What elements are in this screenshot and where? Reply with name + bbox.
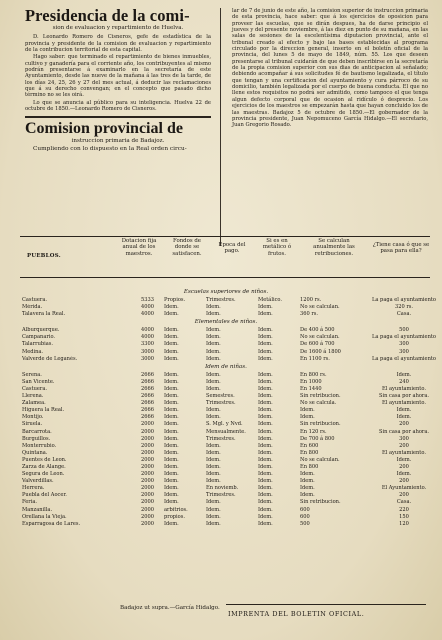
table-row (22, 450, 430, 457)
cell-fondos: Idem. (164, 428, 179, 435)
cell-casa: Casa. (396, 499, 412, 506)
cell-pueblo: Serena. (22, 371, 42, 378)
table-row (22, 349, 430, 356)
cell-fondos: Idem. (164, 304, 179, 311)
cell-especie: Idem. (258, 407, 273, 414)
cell-pueblo: Campanario. (22, 334, 56, 341)
cell-fondos: Idem. (164, 334, 179, 341)
cell-fondos: Idem. (164, 421, 179, 428)
cell-casa: 240 (399, 378, 409, 385)
cell-pueblo: Alburquerque. (22, 327, 60, 334)
cell-casa: Idem. (396, 371, 412, 378)
cell-dotacion: 3300 (141, 341, 154, 348)
cell-casa: Sin casa por ahora. (378, 393, 430, 400)
cell-epoca: Idem. (206, 304, 221, 311)
table-row (22, 457, 430, 464)
cell-fondos: Idem. (164, 442, 179, 449)
title-subtitle: sion de evaluacion y repartimiento de Huelva. (52, 25, 184, 31)
cell-retribucion: Idem. (300, 414, 315, 421)
cell-retribucion: En 120 rs. (300, 428, 327, 435)
section-subtitle: instruccion primaria de Badajoz. (71, 138, 165, 145)
cell-casa: La paga el ayuntamiento (372, 334, 436, 341)
cell-especie: Idem. (258, 520, 273, 527)
table-row (22, 507, 430, 514)
cell-retribucion: No se calculan. (300, 456, 340, 463)
table-row (22, 311, 430, 318)
cell-pueblo: Talavera la Real. (22, 311, 66, 318)
cell-especie: Idem. (258, 378, 273, 385)
cell-fondos: Propios. (164, 297, 186, 303)
cell-especie: Idem. (258, 428, 273, 435)
cell-especie: Idem. (258, 463, 273, 470)
cell-pueblo: Segura de Leon. (22, 471, 65, 478)
cell-pueblo: Puentes de Leon. (22, 456, 67, 463)
cell-fondos: Idem. (164, 393, 179, 400)
left-column (25, 7, 211, 153)
cell-especie: Idem. (258, 304, 273, 311)
cell-casa: 300 (399, 348, 409, 355)
cell-pueblo: Manzanilla. (22, 506, 53, 513)
cell-fondos: Idem. (164, 348, 179, 355)
column-divider (220, 8, 221, 246)
cell-casa: 200 (399, 442, 409, 449)
cell-retribucion: De 700 á 800 (300, 435, 335, 442)
cell-pueblo: Zarza de Alange. (22, 463, 66, 470)
cell-fondos: Idem. (164, 456, 179, 463)
cell-dotacion: 2666 (141, 400, 154, 407)
cell-pueblo: Castuera. (22, 297, 47, 303)
cell-retribucion: Sin retribucion. (300, 499, 341, 506)
cell-dotacion: 4000 (141, 327, 154, 334)
cell-especie: Idem. (258, 456, 273, 463)
cell-dotacion: 4000 (141, 311, 154, 318)
cell-epoca: Idem. (206, 513, 221, 520)
cell-epoca: Idem. (206, 499, 221, 506)
cell-pueblo: Zalamea. (22, 400, 46, 407)
cell-dotacion: 3000 (141, 348, 154, 355)
cell-pueblo: Talarrubias. (22, 341, 54, 348)
cell-retribucion: 360 rs. (300, 311, 319, 318)
cell-epoca: Idem. (206, 341, 221, 348)
cell-especie: Idem. (258, 348, 273, 355)
cell-epoca: Idem. (206, 506, 221, 513)
cell-retribucion: 600 (300, 506, 310, 513)
cell-dotacion: 2000 (141, 513, 154, 520)
cell-casa: 200 (399, 492, 409, 499)
cell-retribucion: 1200 rs. (300, 297, 322, 303)
cell-dotacion: 2666 (141, 371, 154, 378)
cell-dotacion: 2000 (141, 421, 154, 428)
cell-pueblo: Montijo. (22, 414, 44, 421)
cell-casa: Idem. (396, 414, 412, 421)
cell-fondos: Idem. (164, 520, 179, 527)
table-row (22, 400, 430, 407)
cell-casa: El Ayuntamiento. (381, 485, 427, 492)
right-column (232, 8, 428, 129)
cell-especie: Idem. (258, 334, 273, 341)
cell-pueblo: Medina. (22, 348, 44, 355)
cell-pueblo: Orellana la Vieja. (22, 513, 67, 520)
header-pueblos: PUEBLOS. (27, 253, 61, 259)
cell-pueblo: Higuera la Real. (22, 407, 65, 414)
cell-retribucion: Idem. (300, 478, 315, 485)
section-title: Comision provincial de (25, 120, 183, 138)
table-top-rule (20, 236, 430, 237)
cell-dotacion: 2000 (141, 485, 154, 492)
cell-pueblo: Burguillos. (22, 435, 51, 442)
paragraph-notice: Hago saber: que terminado el repartimiento de bienes inmuebles, cultivo y ganadería para el corriente año, los contribuyentes al mismo podrán presentarse á examinarlo en la secretaría de este Ayuntamiento, desde las nueve de la mañana á las tres de la tarde, de los días 24, 25, 26 y 27 del mes actual, á deducir las reclamaciones que á su derecho convengan; en el concepto que pasado dicho término no se les oirá. (25, 54, 211, 99)
cell-epoca: Idem. (206, 371, 221, 378)
cell-retribucion: No se calculan. (300, 334, 340, 341)
cell-epoca: S. Mgl. y Nvd. (206, 421, 243, 428)
cell-casa: El ayuntamiento. (382, 400, 426, 407)
cell-dotacion: 2000 (141, 506, 154, 513)
header-si-es: Si es en metálico ó frutos. (262, 238, 292, 257)
cell-casa: El ayuntamiento. (382, 449, 426, 456)
cell-retribucion: 500 (300, 520, 310, 527)
table-row (22, 443, 430, 450)
cell-fondos: Idem. (164, 327, 179, 334)
header-fondos: Fondos de donde se satisfacen. (172, 238, 202, 257)
cell-especie: Idem. (258, 499, 273, 506)
cell-casa: 300 (399, 435, 409, 442)
table-header-rule (20, 277, 430, 278)
cell-especie: Idem. (258, 341, 273, 348)
cell-dotacion: 4000 (141, 304, 154, 311)
paragraph-announcement: lar de 7 de junio de este año, la comision superior de instruccion primaria de esta provincia, hace saber: que á los ejercicios de oposicion para proveer las escuelas, que se dirán despues, ha de darse principio el jueves y del presente noviembre, á las diez en punto de su mañana, en las salas de sesiones de la escelentísima diputacion provincial, ante el tribunal creado al efecto y bajo las bases establecidas al programa circulado por la direccion general, inserto en el boletín oficial de la provincia, del lunes 5 de mayo de 1849, núm. 55. Los que deseen presentarse al tribunal cuidarán de que deben inscribirse en la secretaría de la propia comision superior con sus dias de anticipacion al señalado; debiendo acompañar á sus solicitudes fé de bautismo legalizada, el título que tengan y una certificacion del ayuntamiento y cura párroco de su domicilio, también legalizada por el cuerpo de buena conducta. El que no llene estos requisitos no podrá ser admitido, como tampoco el que tenga algun defecto corporal que de ocasion al ridículo ó desprecio. Los ejercicios de los maestros se empezarán hasta que hayan concluido los de las maestras. Badajoz 5 de octubre de 1850.—El gobernador de la provincia presidente, Juan Nepomuceno García Hidalgo.—El secretario, Juan Gregorio Rosado. (232, 8, 428, 129)
cell-retribucion: En 600 (300, 442, 319, 449)
cell-especie: Idem. (258, 478, 273, 485)
cell-dotacion: 2666 (141, 407, 154, 414)
cell-epoca: Idem. (206, 449, 221, 456)
cell-fondos: Idem. (164, 355, 179, 362)
cell-fondos: Idem. (164, 449, 179, 456)
cell-epoca: En noviemb. (206, 485, 239, 492)
cell-pueblo: Feria. (22, 499, 37, 506)
cell-especie: Idem. (258, 385, 273, 392)
table-row (22, 407, 430, 414)
cell-retribucion: En 800 (300, 463, 319, 470)
cell-pueblo: Herrera. (22, 485, 45, 492)
table-header (20, 238, 430, 274)
cell-epoca: Idem. (206, 378, 221, 385)
cell-pueblo: Puebla del Aocer. (22, 492, 67, 499)
table-row (22, 341, 430, 348)
cell-especie: Idem. (258, 513, 273, 520)
cell-retribucion: Sin retribucion. (300, 421, 341, 428)
cell-especie: Idem. (258, 442, 273, 449)
cell-casa: Casa. (396, 311, 412, 318)
table-row (22, 436, 430, 443)
cell-retribucion: En 1100 rs. (300, 355, 330, 362)
cell-dotacion: 2000 (141, 442, 154, 449)
cell-fondos: Idem. (164, 341, 179, 348)
cell-fondos: Idem. (164, 371, 179, 378)
cell-epoca: Idem. (206, 471, 221, 478)
section-divider (25, 116, 211, 118)
header-dotacion: Dotacion fija anual de los maestros. (121, 238, 157, 257)
cell-retribucion: Idem. (300, 485, 315, 492)
cell-pueblo: Valverdillas. (22, 478, 54, 485)
cell-dotacion: 5333 (141, 297, 154, 303)
cell-fondos: propios. (164, 513, 185, 520)
cell-casa: La paga el ayuntamiento (372, 297, 436, 303)
cell-fondos: Idem. (164, 485, 179, 492)
cell-especie: Idem. (258, 421, 273, 428)
table-row (22, 499, 430, 506)
cell-epoca: Idem. (206, 385, 221, 392)
cell-casa: 150 (399, 513, 409, 520)
header-epoca: Época del pago. (218, 242, 246, 255)
cell-casa: Sin casa por ahora. (378, 428, 430, 435)
cell-casa: Idem. (396, 471, 412, 478)
cell-retribucion: En 1440 (300, 385, 322, 392)
table-row (22, 372, 430, 379)
cell-epoca: Trimestres. (206, 492, 236, 499)
cell-epoca: Idem. (206, 520, 221, 527)
table-row (22, 485, 430, 492)
cell-casa: 120 (399, 520, 409, 527)
cell-retribucion: 600 (300, 513, 310, 520)
cell-especie: Idem. (258, 414, 273, 421)
cell-dotacion: 2000 (141, 520, 154, 527)
cell-retribucion: De 600 á 700 (300, 341, 335, 348)
page-title: Presidencia de la comi- (25, 6, 190, 25)
cell-dotacion: 2000 (141, 456, 154, 463)
cell-pueblo: Mérida. (22, 304, 43, 311)
cell-especie: Idem. (258, 435, 273, 442)
cell-especie: Idem. (258, 449, 273, 456)
cell-fondos: Idem. (164, 400, 179, 407)
cell-especie: Idem. (258, 371, 273, 378)
cell-especie: Idem. (258, 400, 273, 407)
cell-dotacion: 2000 (141, 478, 154, 485)
cell-dotacion: 2000 (141, 492, 154, 499)
cell-casa: 320 rs. (394, 304, 413, 311)
cell-dotacion: 2666 (141, 393, 154, 400)
table-row (22, 304, 430, 311)
cell-dotacion: 2000 (141, 449, 154, 456)
cell-dotacion: 2666 (141, 414, 154, 421)
table-row (22, 297, 436, 304)
cell-especie: Idem. (258, 471, 273, 478)
cell-dotacion: 2000 (141, 428, 154, 435)
table-row (22, 464, 430, 471)
table-row (22, 386, 430, 393)
table-row (22, 521, 430, 528)
cell-retribucion: De 1600 á 1800 (300, 348, 341, 355)
cell-epoca: Idem. (206, 355, 221, 362)
cell-especie: Idem. (258, 393, 273, 400)
cell-pueblo: Quintana. (22, 449, 48, 456)
section-intro-line: Cumpliendo con lo dispuesto en la Real orden circu- (33, 145, 187, 152)
cell-casa: 220 (399, 506, 409, 513)
footer-rule (226, 604, 426, 605)
cell-pueblo: Esparragosa de Lares. (22, 520, 81, 527)
table-section-heading: Elementales de niños. (194, 319, 258, 326)
cell-especie: Idem. (258, 506, 273, 513)
cell-epoca: Idem. (206, 478, 221, 485)
cell-fondos: Idem. (164, 385, 179, 392)
cell-fondos: Idem. (164, 463, 179, 470)
cell-dotacion: 2000 (141, 471, 154, 478)
cell-retribucion: Idem. (300, 407, 315, 414)
cell-casa: 300 (399, 341, 409, 348)
cell-retribucion: Idem. (300, 492, 315, 499)
cell-retribucion: Idem. (300, 471, 315, 478)
data-table (22, 288, 436, 528)
cell-epoca: Mensualmente. (206, 428, 246, 435)
cell-retribucion: En 800 rs. (300, 371, 327, 378)
cell-casa: Idem. (396, 407, 412, 414)
cell-retribucion: Sin retribucion. (300, 393, 341, 400)
cell-especie: Idem. (258, 485, 273, 492)
cell-epoca: Idem. (206, 456, 221, 463)
cell-dotacion: 2000 (141, 499, 154, 506)
cell-especie: Idem. (258, 311, 273, 318)
cell-pueblo: Castuera. (22, 385, 47, 392)
cell-pueblo: Barcarrota. (22, 428, 52, 435)
cell-casa: 200 (399, 421, 409, 428)
cell-pueblo: Monterrubio. (22, 442, 57, 449)
footer-signature: Badajoz ut supra.—García Hidalgo. (120, 605, 220, 611)
cell-especie: Metálico. (258, 297, 283, 303)
cell-dotacion: 2000 (141, 463, 154, 470)
cell-especie: Idem. (258, 327, 273, 334)
cell-pueblo: San Vicente. (22, 378, 55, 385)
footer-imprint: IMPRENTA DEL BOLETIN OFICIAL. (228, 610, 365, 618)
cell-casa: 200 (399, 478, 409, 485)
cell-epoca: Idem. (206, 414, 221, 421)
cell-fondos: arbitrios. (164, 506, 188, 513)
cell-dotacion: 2000 (141, 435, 154, 442)
paragraph-signature: Lo que se anuncia al público para su inteligencia. Huelva 22 de octubre de 1850.—Leonardo Romero de Cisneros. (25, 99, 211, 113)
cell-fondos: Idem. (164, 471, 179, 478)
cell-retribucion: En 800 (300, 449, 319, 456)
cell-dotacion: 4000 (141, 334, 154, 341)
table-section-heading: Escuelas superiores de niños. (183, 289, 269, 295)
cell-pueblo: Siruela. (22, 421, 43, 428)
cell-fondos: Idem. (164, 478, 179, 485)
cell-epoca: Trimestres. (206, 435, 236, 442)
cell-especie: Idem. (258, 355, 273, 362)
cell-epoca: Idem. (206, 334, 221, 341)
cell-fondos: Idem. (164, 492, 179, 499)
table-row (22, 379, 430, 386)
cell-retribucion: No se calculan. (300, 304, 340, 311)
table-row (22, 327, 430, 334)
cell-retribucion: No se calcula. (300, 400, 337, 407)
cell-casa: Idem. (396, 456, 412, 463)
header-casa: ¿Tiene casa ó que se pasa para ella? (372, 242, 430, 255)
cell-fondos: Idem. (164, 378, 179, 385)
cell-dotacion: 3000 (141, 355, 154, 362)
cell-casa: La paga el ayuntamiento (372, 355, 436, 362)
cell-dotacion: 2666 (141, 385, 154, 392)
cell-fondos: Idem. (164, 414, 179, 421)
cell-pueblo: Llerena. (22, 393, 44, 400)
table-row (22, 393, 430, 400)
cell-fondos: Idem. (164, 311, 179, 318)
cell-fondos: Idem. (164, 435, 179, 442)
cell-especie: Idem. (258, 492, 273, 499)
cell-epoca: Trimestres. (206, 297, 236, 303)
cell-retribucion: De 400 á 500 (300, 327, 335, 334)
cell-epoca: Idem. (206, 327, 221, 334)
table-row (22, 355, 436, 363)
table-row (22, 471, 430, 478)
table-section-heading: Idem de niñas. (205, 363, 247, 370)
paragraph-intro: D. Leonardo Romero de Cisneros, gefe de estadística de la provincia y presidente de la comision de evaluacion y repartimiento de la contribucion territorial de esta capital. (25, 34, 211, 54)
table-row (22, 478, 430, 485)
cell-dotacion: 2666 (141, 378, 154, 385)
table-row (22, 421, 430, 428)
cell-epoca: Idem. (206, 463, 221, 470)
cell-retribucion: En 1000 (300, 378, 322, 385)
cell-epoca: Trimestres. (206, 400, 236, 407)
cell-epoca: Idem. (206, 442, 221, 449)
table-row (22, 492, 430, 499)
table-row (22, 414, 430, 421)
table-row (22, 514, 430, 521)
table-row (22, 334, 436, 341)
cell-fondos: Idem. (164, 407, 179, 414)
cell-casa: 200 (399, 463, 409, 470)
cell-casa: El ayuntamiento. (382, 385, 426, 392)
cell-casa: 500 (399, 327, 409, 334)
cell-pueblo: Valverde de Leganés. (22, 355, 78, 362)
cell-fondos: Idem. (164, 499, 179, 506)
cell-epoca: Idem. (206, 407, 221, 414)
cell-epoca: Idem. (206, 348, 221, 355)
header-calculan: Se calculan anualmente las retribuciones. (313, 238, 355, 257)
table-row (22, 429, 430, 436)
cell-epoca: Semestres. (206, 393, 235, 400)
cell-epoca: Idem. (206, 311, 221, 318)
